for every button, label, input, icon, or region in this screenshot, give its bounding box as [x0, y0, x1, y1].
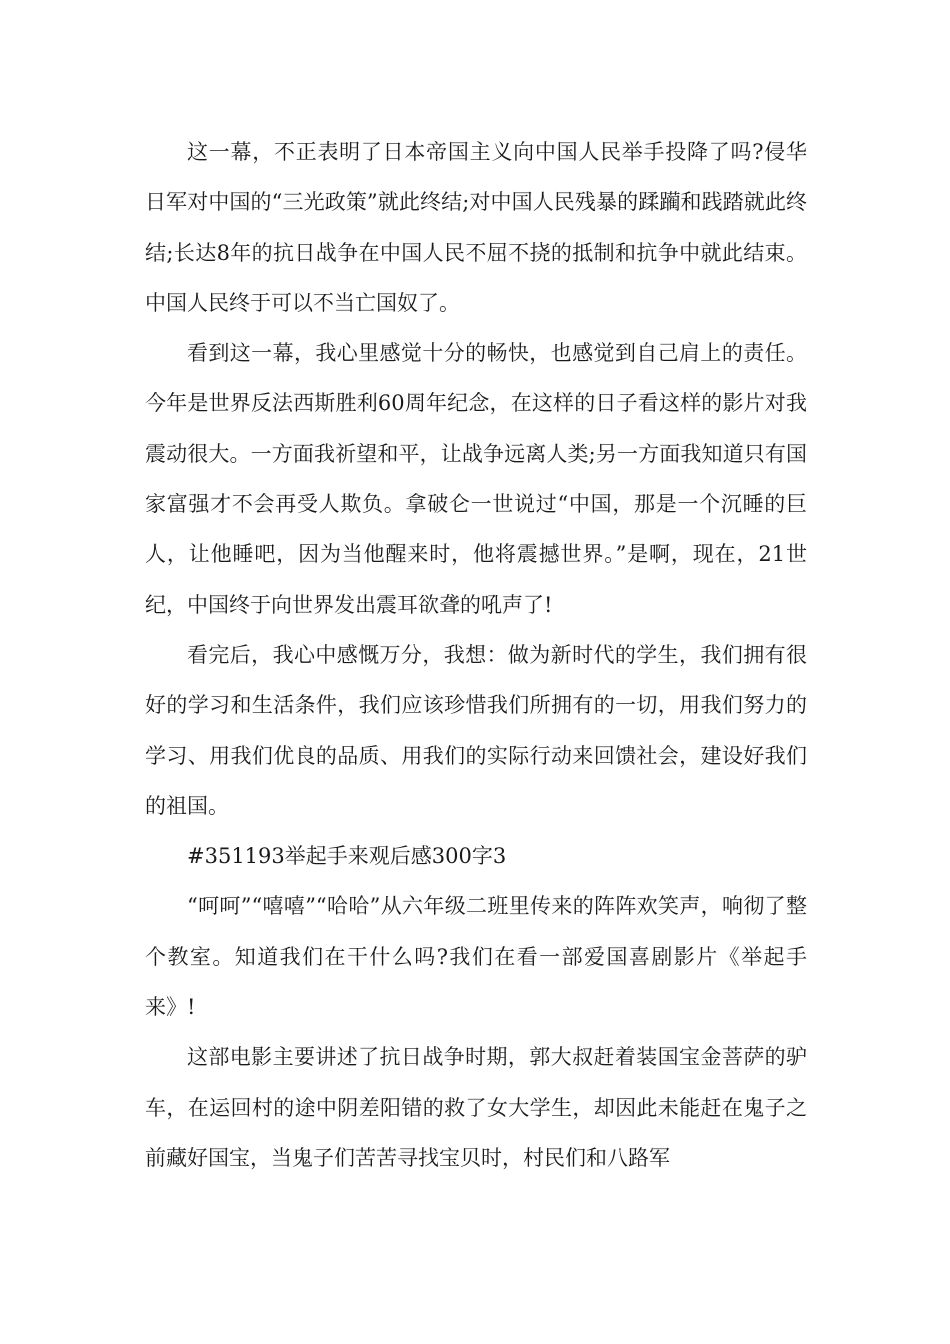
document-body — [145, 127, 807, 1183]
paragraph-1: 这一幕，不正表明了日本帝国主义向中国人民举手投降了吗?侵华日军对中国的“三光政策”就此终结;对中国人民残暴的蹂躏和践踏就此终结;长达8年的抗日战争在中国人民不屈不挠的抵制和抗争中就此结束。中国人民终于可以不当亡国奴了。 — [145, 140, 807, 315]
paragraph-3: 看完后，我心中感慨万分，我想：做为新时代的学生，我们拥有很好的学习和生活条件，我们应该珍惜我们所拥有的一切，用我们努力的学习、用我们优良的品质、用我们的实际行动来回馈社会，建设好我们的祖国。 — [145, 642, 807, 818]
paragraph-2: 看到这一幕，我心里感觉十分的畅快，也感觉到自己肩上的责任。今年是世界反法西斯胜利60周年纪念，在这样的日子看这样的影片对我震动很大。一方面我祈望和平，让战争远离人类;另一方面我知道只有国家富强才不会再受人欺负。拿破仑一世说过“中国，那是一个沉睡的巨人，让他睡吧，因为当他醒来时，他将震撼世界。”是啊，现在，21世纪，中国终于向世界发出震耳欲聋的吼声了! — [145, 341, 807, 617]
section-heading: #351193举起手来观后感300字3 — [187, 844, 507, 869]
paragraph-4: “呵呵”“嘻嘻”“哈哈”从六年级二班里传来的阵阵欢笑声，响彻了整个教室。知道我们在干什么吗?我们在看一部爱国喜剧影片《举起手来》! — [145, 894, 807, 1020]
paragraph-5: 这部电影主要讲述了抗日战争时期，郭大叔赶着装国宝金菩萨的驴车，在运回村的途中阴差阳错的救了女大学生，却因此未能赶在鬼子之前藏好国宝，当鬼子们苦苦寻找宝贝时，村民们和八路军 — [145, 1045, 807, 1170]
